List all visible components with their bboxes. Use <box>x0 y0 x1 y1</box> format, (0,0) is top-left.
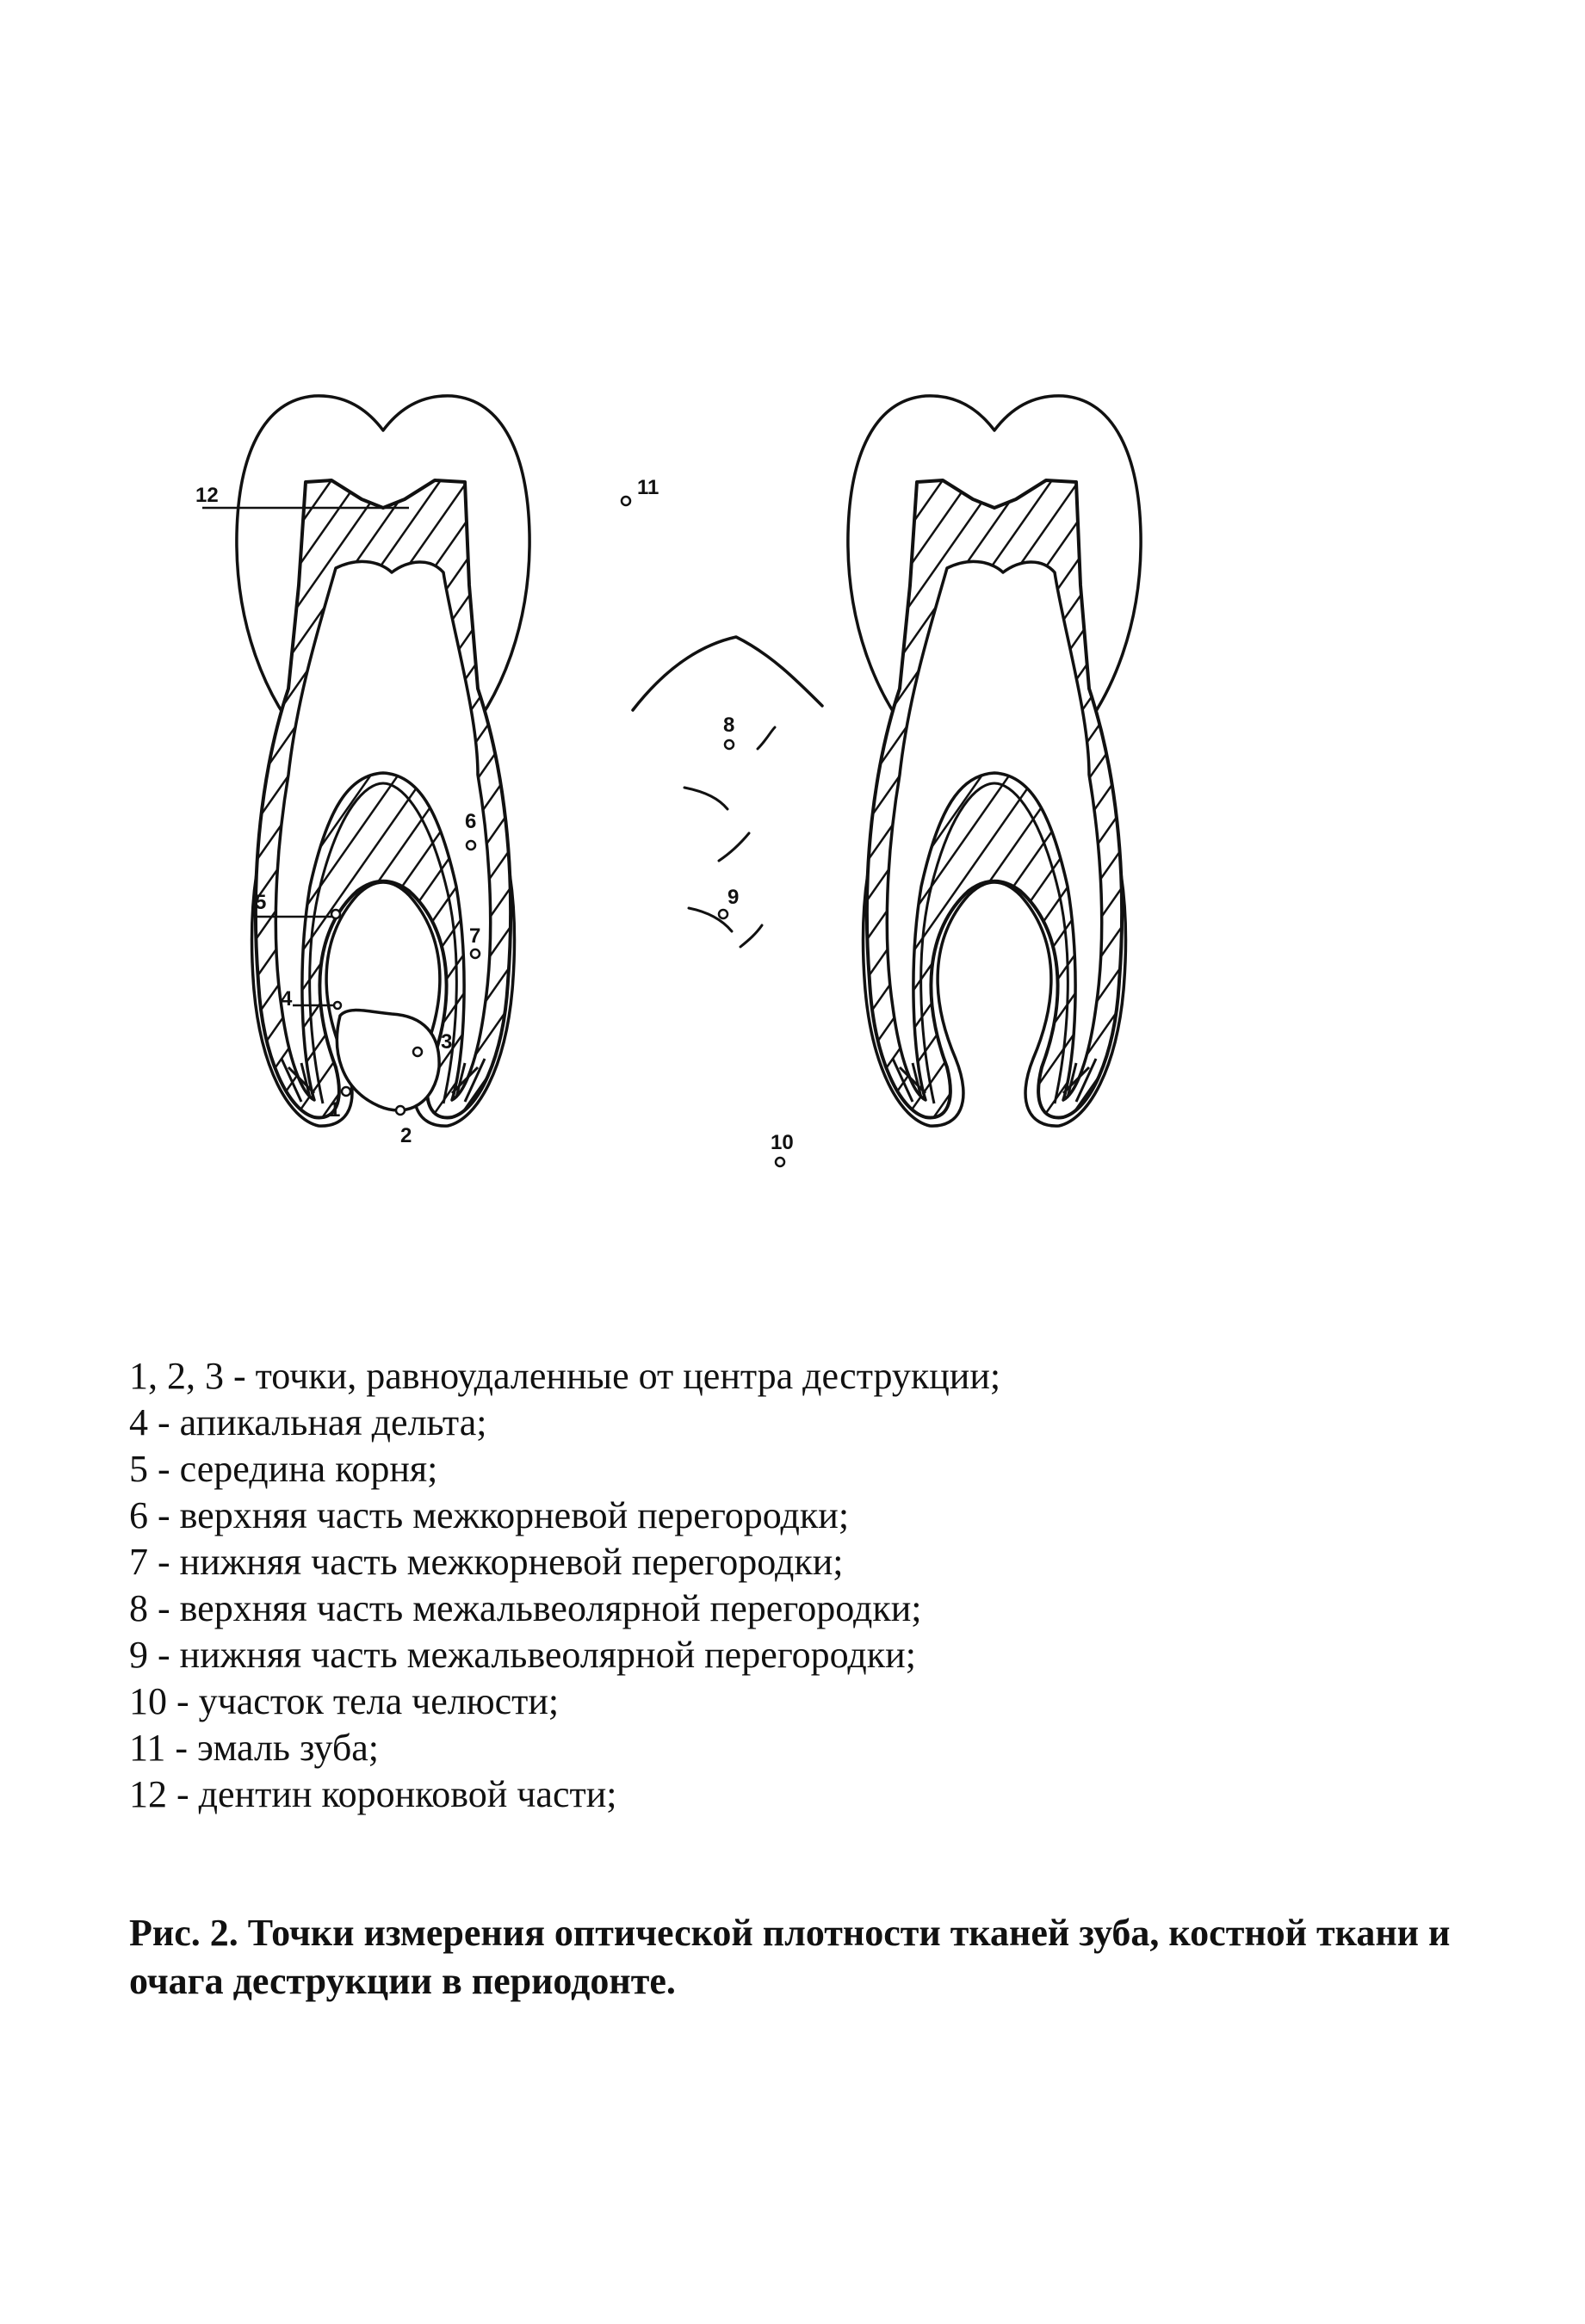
svg-text:11: 11 <box>637 476 659 499</box>
svg-text:10: 10 <box>771 1131 794 1154</box>
point-9 <box>719 886 739 918</box>
bone-trabecula-mark <box>740 925 762 947</box>
legend-item: 11 - эмаль зуба; <box>129 1727 380 1769</box>
point-8 <box>723 714 734 749</box>
alveolar-crest <box>633 637 822 710</box>
legend-item: 1, 2, 3 - точки, равноудаленные от центра деструкции; <box>129 1355 1001 1397</box>
bone-trabecula-mark <box>719 833 749 861</box>
legend-item: 9 - нижняя часть межальвеолярной перегородки; <box>129 1634 916 1676</box>
legend-item: 10 - участок тела челюсти; <box>129 1680 560 1722</box>
point-11 <box>622 476 659 505</box>
svg-text:9: 9 <box>727 886 740 909</box>
legend-item: 6 - верхняя часть межкорневой перегородки; <box>129 1494 850 1536</box>
point-12 <box>195 484 219 507</box>
svg-text:1: 1 <box>329 1098 341 1122</box>
legend-item: 4 - апикальная дельта; <box>129 1401 487 1443</box>
figure-caption: Рис. 2. Точки измерения оптической плотности тканей зуба, костной ткани и очага деструкции в периодонте. <box>129 1912 1451 2002</box>
svg-text:12: 12 <box>195 484 219 507</box>
legend-item: 8 - верхняя часть межальвеолярной перегородки; <box>129 1587 922 1629</box>
svg-text:5: 5 <box>255 891 267 914</box>
svg-text:6: 6 <box>465 810 477 833</box>
legend <box>129 1353 1472 1818</box>
svg-text:3: 3 <box>441 1030 453 1054</box>
legend-item: 7 - нижняя часть межкорневой перегородки; <box>129 1541 844 1583</box>
point-2 <box>396 1106 412 1147</box>
svg-text:4: 4 <box>281 987 293 1011</box>
bone-trabecula-mark <box>758 727 775 749</box>
point-7 <box>469 924 480 958</box>
point-6 <box>465 810 476 850</box>
svg-text:2: 2 <box>400 1124 412 1147</box>
right-tooth <box>848 396 1141 1126</box>
point-10 <box>771 1131 794 1166</box>
bone-trabecula-mark <box>684 788 727 809</box>
legend-item: 12 - дентин коронковой части; <box>129 1773 617 1815</box>
svg-text:8: 8 <box>723 714 735 737</box>
legend-item: 5 - середина корня; <box>129 1448 438 1490</box>
svg-text:7: 7 <box>469 924 481 948</box>
